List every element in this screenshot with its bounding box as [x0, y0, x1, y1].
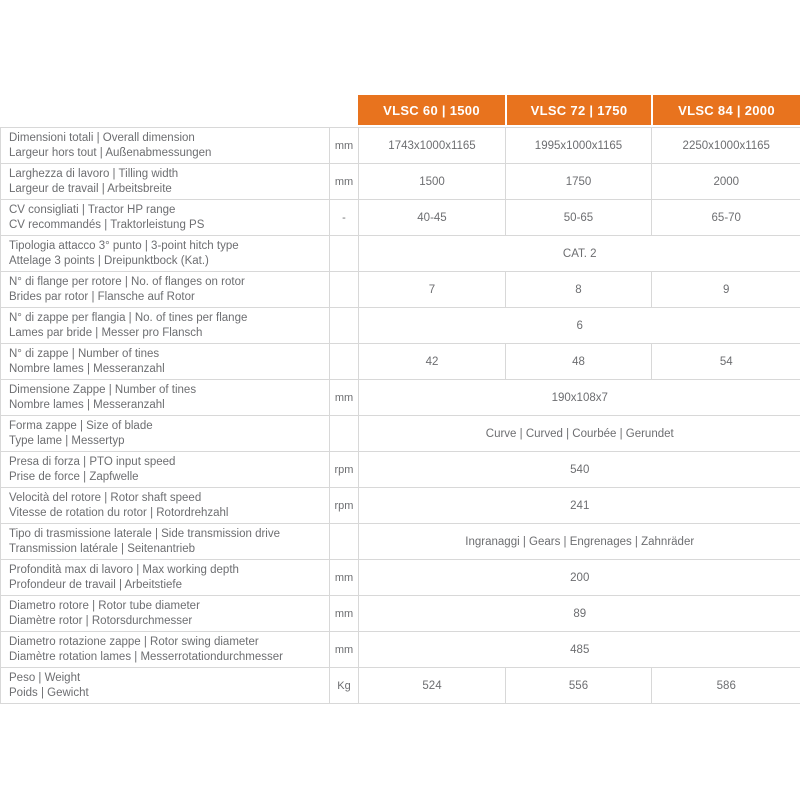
value-cell: 48 [506, 344, 652, 380]
table-row [1, 128, 800, 164]
model-header-vlsc60: VLSC 60 | 1500 [358, 95, 505, 125]
spec-label [1, 236, 330, 272]
value-cell: 1743x1000x1165 [359, 128, 506, 164]
spec-label [1, 596, 330, 632]
unit-cell [330, 236, 359, 272]
spec-label-line2: Attelage 3 points | Dreipunktbock (Kat.) [9, 254, 209, 267]
spec-table [0, 127, 800, 704]
spec-label [1, 524, 330, 560]
table-row [1, 272, 800, 308]
unit-cell [330, 344, 359, 380]
unit-cell: mm [330, 596, 359, 632]
table-row [1, 236, 800, 272]
spec-label-line1: Tipologia attacco 3° punto | 3-point hitch type [9, 240, 239, 252]
value-cell: 8 [506, 272, 652, 308]
spec-label-line1: Diametro rotazione zappe | Rotor swing diameter [9, 636, 259, 648]
value-cell-span: Ingranaggi | Gears | Engrenages | Zahnräder [359, 524, 800, 560]
spec-label-line1: Velocità del rotore | Rotor shaft speed [9, 492, 202, 504]
value-cell: 7 [359, 272, 506, 308]
table-row [1, 164, 800, 200]
table-row [1, 380, 800, 416]
spec-label-line1: Dimensione Zappe | Number of tines [9, 384, 197, 396]
spec-label-line1: Larghezza di lavoro | Tilling width [9, 168, 179, 180]
unit-cell: rpm [330, 488, 359, 524]
value-cell-span: 200 [359, 560, 800, 596]
table-row [1, 488, 800, 524]
value-cell-span: 241 [359, 488, 800, 524]
value-cell: 1995x1000x1165 [506, 128, 652, 164]
spec-label [1, 308, 330, 344]
spec-label-line2: CV recommandés | Traktorleistung PS [9, 218, 205, 231]
spec-label-line1: Tipo di trasmissione laterale | Side transmission drive [9, 528, 281, 540]
spec-label [1, 344, 330, 380]
unit-cell [330, 416, 359, 452]
table-row [1, 308, 800, 344]
value-cell: 42 [359, 344, 506, 380]
table-row [1, 200, 800, 236]
unit-cell: - [330, 200, 359, 236]
unit-cell: Kg [330, 668, 359, 704]
value-cell-span: 540 [359, 452, 800, 488]
spec-label-line2: Transmission latérale | Seitenantrieb [9, 542, 196, 555]
spec-label-line2: Vitesse de rotation du rotor | Rotordrehzahl [9, 506, 229, 519]
value-cell: 40-45 [359, 200, 506, 236]
spec-label-line1: Diametro rotore | Rotor tube diameter [9, 600, 200, 612]
spec-label-line2: Poids | Gewicht [9, 686, 89, 699]
spec-label [1, 560, 330, 596]
spec-label [1, 380, 330, 416]
spec-label [1, 200, 330, 236]
value-cell: 9 [652, 272, 800, 308]
spec-label-line1: CV consigliati | Tractor HP range [9, 204, 176, 216]
spec-label-line2: Brides par rotor | Flansche auf Rotor [9, 290, 195, 303]
spec-label-line2: Largeur hors tout | Außenabmessungen [9, 146, 212, 159]
unit-cell: mm [330, 632, 359, 668]
spec-label-line2: Diamètre rotation lames | Messerrotationdurchmesser [9, 650, 283, 663]
spec-label [1, 488, 330, 524]
model-header-vlsc84: VLSC 84 | 2000 [651, 95, 800, 125]
value-cell: 556 [506, 668, 652, 704]
unit-cell: mm [330, 380, 359, 416]
value-cell: 2000 [652, 164, 800, 200]
spec-label-line2: Diamètre rotor | Rotorsdurchmesser [9, 614, 193, 627]
unit-cell [330, 308, 359, 344]
value-cell-span: 485 [359, 632, 800, 668]
value-cell: 65-70 [652, 200, 800, 236]
spec-label-line2: Lames par bride | Messer pro Flansch [9, 326, 203, 339]
unit-cell [330, 272, 359, 308]
table-row [1, 452, 800, 488]
unit-cell: mm [330, 164, 359, 200]
table-row [1, 596, 800, 632]
unit-cell: mm [330, 128, 359, 164]
spec-label-line1: N° di flange per rotore | No. of flanges on rotor [9, 276, 245, 288]
spec-label-line2: Prise de force | Zapfwelle [9, 470, 139, 483]
spec-label-line1: N° di zappe | Number of tines [9, 348, 160, 360]
spec-label-line2: Profondeur de travail | Arbeitstiefe [9, 578, 183, 591]
spec-label [1, 452, 330, 488]
value-cell: 50-65 [506, 200, 652, 236]
value-cell: 54 [652, 344, 800, 380]
spec-label [1, 272, 330, 308]
table-row [1, 344, 800, 380]
value-cell: 586 [652, 668, 800, 704]
unit-cell [330, 524, 359, 560]
spec-label [1, 164, 330, 200]
table-row [1, 560, 800, 596]
value-cell: 1750 [506, 164, 652, 200]
table-row [1, 632, 800, 668]
value-cell: 2250x1000x1165 [652, 128, 800, 164]
model-header-row [358, 95, 800, 125]
spec-label-line1: Profondità max di lavoro | Max working depth [9, 564, 239, 576]
spec-label [1, 632, 330, 668]
table-row [1, 524, 800, 560]
spec-label-line2: Type lame | Messertyp [9, 434, 125, 447]
model-header-vlsc72: VLSC 72 | 1750 [505, 95, 651, 125]
value-cell-span: CAT. 2 [359, 236, 800, 272]
spec-label-line1: Forma zappe | Size of blade [9, 420, 153, 432]
spec-label-line1: Peso | Weight [9, 672, 81, 684]
value-cell-span: 6 [359, 308, 800, 344]
spec-label-line1: Dimensioni totali | Overall dimension [9, 132, 195, 144]
spec-label-line2: Nombre lames | Messeranzahl [9, 398, 165, 411]
value-cell-span: Curve | Curved | Courbée | Gerundet [359, 416, 800, 452]
value-cell: 524 [359, 668, 506, 704]
unit-cell: mm [330, 560, 359, 596]
spec-label [1, 668, 330, 704]
spec-label [1, 416, 330, 452]
table-row [1, 668, 800, 704]
spec-label-line1: Presa di forza | PTO input speed [9, 456, 176, 468]
value-cell: 1500 [359, 164, 506, 200]
spec-label-line1: N° di zappe per flangia | No. of tines per flange [9, 312, 248, 324]
spec-label-line2: Nombre lames | Messeranzahl [9, 362, 165, 375]
spec-label [1, 128, 330, 164]
value-cell-span: 89 [359, 596, 800, 632]
spec-label-line2: Largeur de travail | Arbeitsbreite [9, 182, 172, 195]
value-cell-span: 190x108x7 [359, 380, 800, 416]
table-row [1, 416, 800, 452]
unit-cell: rpm [330, 452, 359, 488]
